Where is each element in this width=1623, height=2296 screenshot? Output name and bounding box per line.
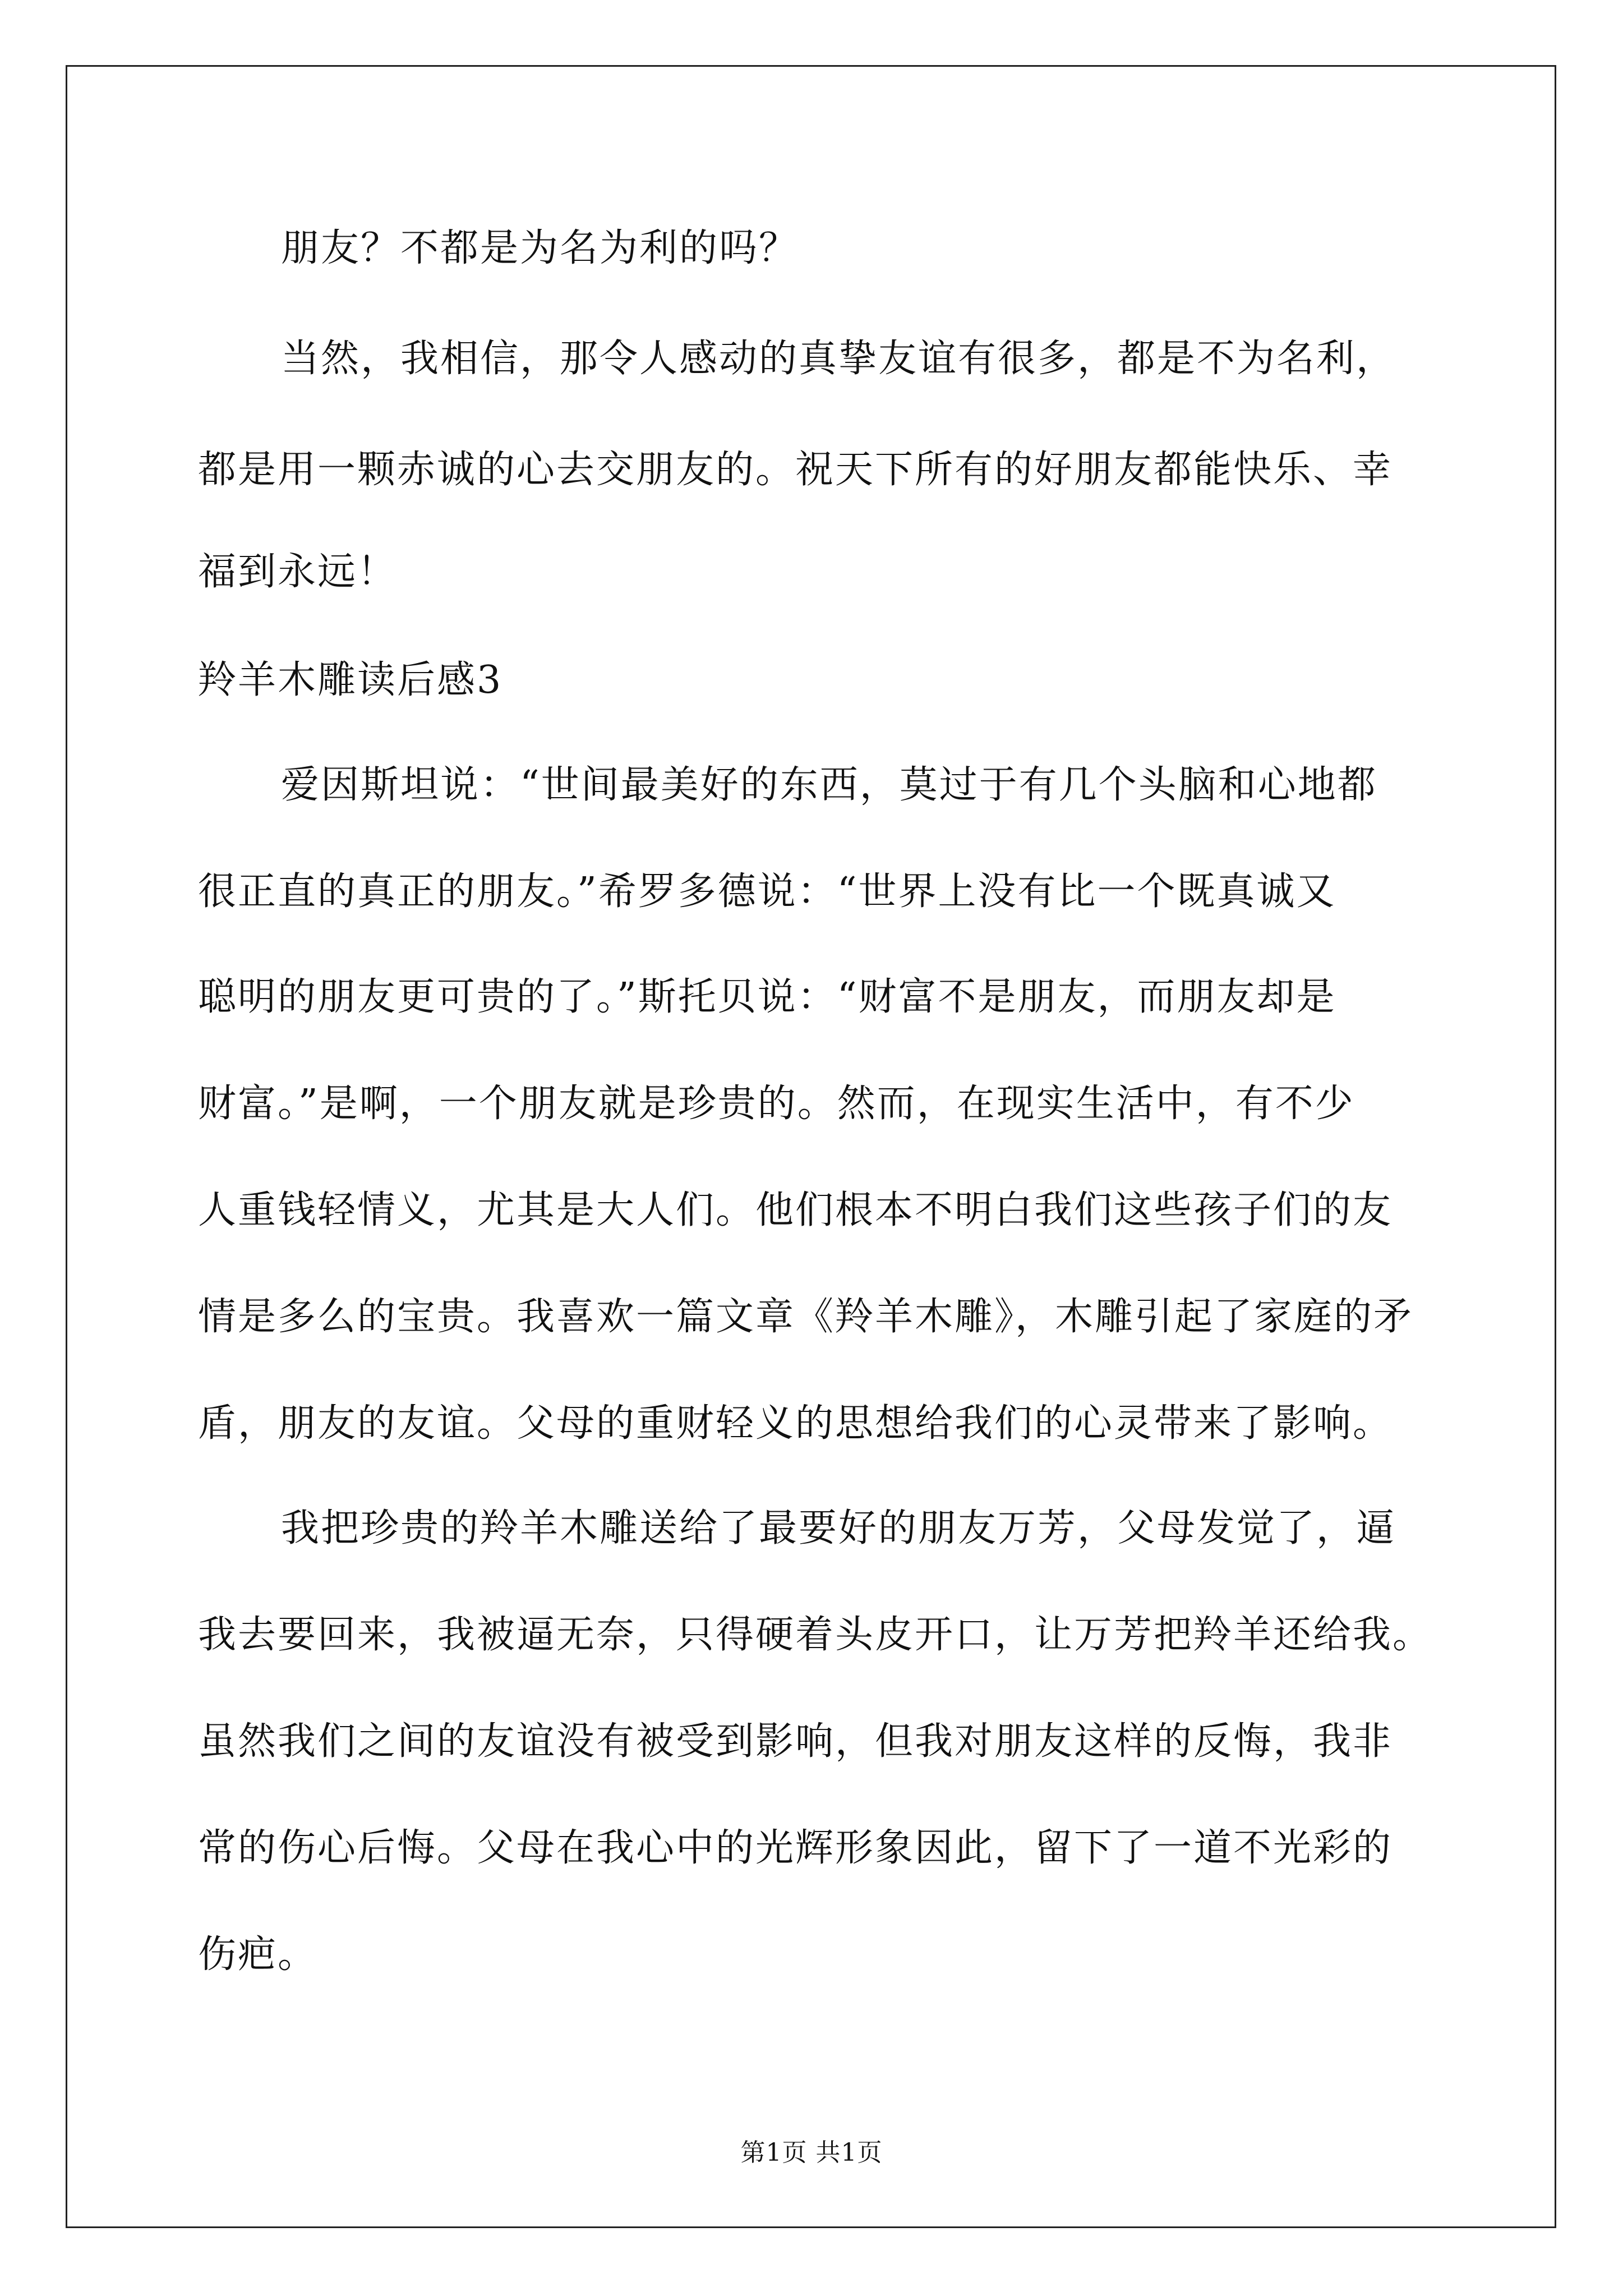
paragraph-line: 财富。”是啊，一个朋友就是珍贵的。然而，在现实生活中，有不少 xyxy=(198,1082,1355,1126)
paragraph-line: 我把珍贵的羚羊木雕送给了最要好的朋友万芳，父母发觉了，逼 xyxy=(281,1506,1396,1550)
paragraph-line: 朋友？不都是为名为利的吗？ xyxy=(281,226,799,270)
section-title: 羚羊木雕读后感3 xyxy=(198,658,503,702)
page-border xyxy=(66,65,1556,2228)
paragraph-line: 都是用一颗赤诚的心去交朋友的。祝天下所有的好朋友都能快乐、幸 xyxy=(198,448,1393,492)
paragraph-line: 虽然我们之间的友谊没有被受到影响，但我对朋友这样的反悔，我非 xyxy=(198,1719,1393,1764)
paragraph-line: 盾，朋友的友谊。父母的重财轻义的思想给我们的心灵带来了影响。 xyxy=(198,1401,1393,1446)
paragraph-line: 人重钱轻情义，尤其是大人们。他们根本不明白我们这些孩子们的友 xyxy=(198,1188,1393,1232)
paragraph-line: 很正直的真正的朋友。”希罗多德说：“世界上没有比一个既真诚又 xyxy=(198,869,1336,914)
paragraph-line: 爱因斯坦说：“世间最美好的东西，莫过于有几个头脑和心地都 xyxy=(281,763,1377,807)
paragraph-line: 情是多么的宝贵。我喜欢一篇文章《羚羊木雕》，木雕引起了家庭的矛 xyxy=(198,1295,1414,1339)
paragraph-line: 我去要回来，我被逼无奈，只得硬着头皮开口，让万芳把羚羊还给我。 xyxy=(198,1613,1433,1657)
paragraph-line: 常的伤心后悔。父母在我心中的光辉形象因此，留下了一道不光彩的 xyxy=(198,1826,1393,1870)
paragraph-line: 伤疤。 xyxy=(198,1932,318,1977)
paragraph-line: 当然，我相信，那令人感动的真挚友谊有很多，都是不为名利， xyxy=(281,337,1396,381)
page-footer: 第1页 共1页 xyxy=(740,2138,883,2167)
paragraph-line: 福到永远！ xyxy=(198,550,398,594)
paragraph-line: 聪明的朋友更可贵的了。”斯托贝说：“财富不是朋友，而朋友却是 xyxy=(198,975,1336,1019)
